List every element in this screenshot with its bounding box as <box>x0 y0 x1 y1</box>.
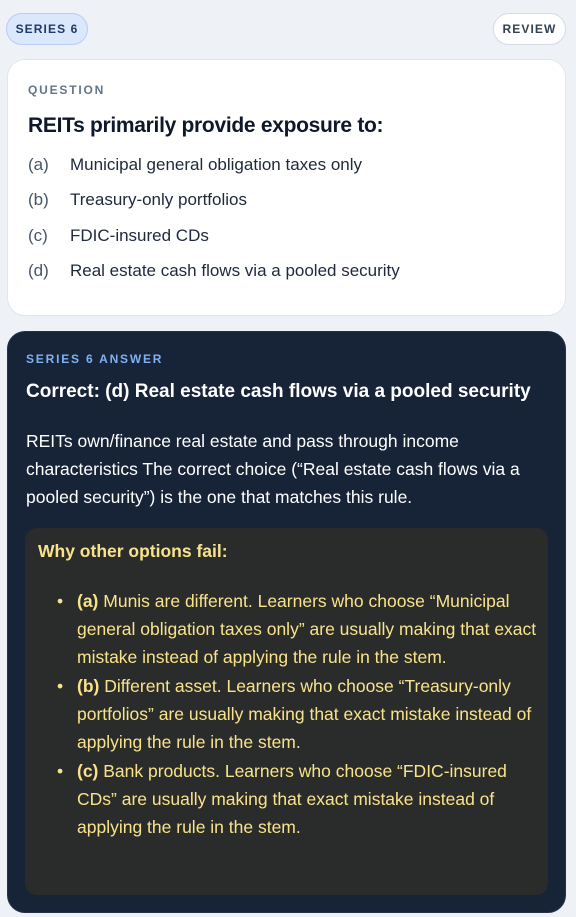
question-card <box>7 59 566 316</box>
option-letter: (b) <box>28 190 49 209</box>
series-badge: SERIES 6 <box>6 13 88 45</box>
why-list <box>57 587 537 842</box>
correct-answer-heading: Correct: (d) Real estate cash flows via a pooled security <box>26 381 531 402</box>
why-item-b <box>57 672 537 756</box>
why-item-c <box>57 757 537 841</box>
option-b[interactable] <box>28 188 247 212</box>
answer-explanation: REITs own/finance real estate and pass through income characteristics The correct choice (“Real estate cash flows via a pooled security”) is the one that matches this rule. <box>26 431 520 507</box>
option-c[interactable] <box>28 224 209 248</box>
question-stem: REITs primarily provide exposure to: <box>28 114 384 137</box>
option-letter: (c) <box>28 226 48 245</box>
why-title: Why other options fail: <box>38 541 228 561</box>
option-a[interactable] <box>28 153 362 177</box>
option-d[interactable] <box>28 259 400 283</box>
top-bar <box>0 0 576 60</box>
option-text: FDIC-insured CDs <box>70 226 209 245</box>
answer-card <box>7 331 566 913</box>
why-item-text: Munis are different. Learners who choose “Municipal general obligation taxes only” are usually making that exact mistake instead of applying the rule in the stem. <box>77 591 537 667</box>
bullet-icon: • <box>57 761 64 781</box>
why-item-tag: (a) <box>77 591 99 611</box>
answer-kicker: SERIES 6 ANSWER <box>26 352 164 366</box>
why-item-text: Bank products. Learners who choose “FDIC-insured CDs” are usually making that exact mistake instead of applying the rule in the stem. <box>77 761 507 837</box>
bullet-icon: • <box>57 591 64 611</box>
question-kicker: QUESTION <box>28 83 106 97</box>
bullet-icon: • <box>57 676 64 696</box>
option-letter: (a) <box>28 155 49 174</box>
why-item-a <box>57 587 537 671</box>
option-text: Municipal general obligation taxes only <box>70 155 363 174</box>
why-item-tag: (c) <box>77 761 99 781</box>
why-item-tag: (b) <box>77 676 100 696</box>
why-item-text: Different asset. Learners who choose “Treasury-only portfolios” are usually making that exact mistake instead of applying the rule in the stem. <box>77 676 532 752</box>
option-text: Treasury-only portfolios <box>70 190 247 209</box>
why-other-options-box <box>25 528 548 895</box>
review-button[interactable]: REVIEW <box>493 13 566 45</box>
option-letter: (d) <box>28 261 49 280</box>
option-text: Real estate cash flows via a pooled security <box>70 261 400 280</box>
